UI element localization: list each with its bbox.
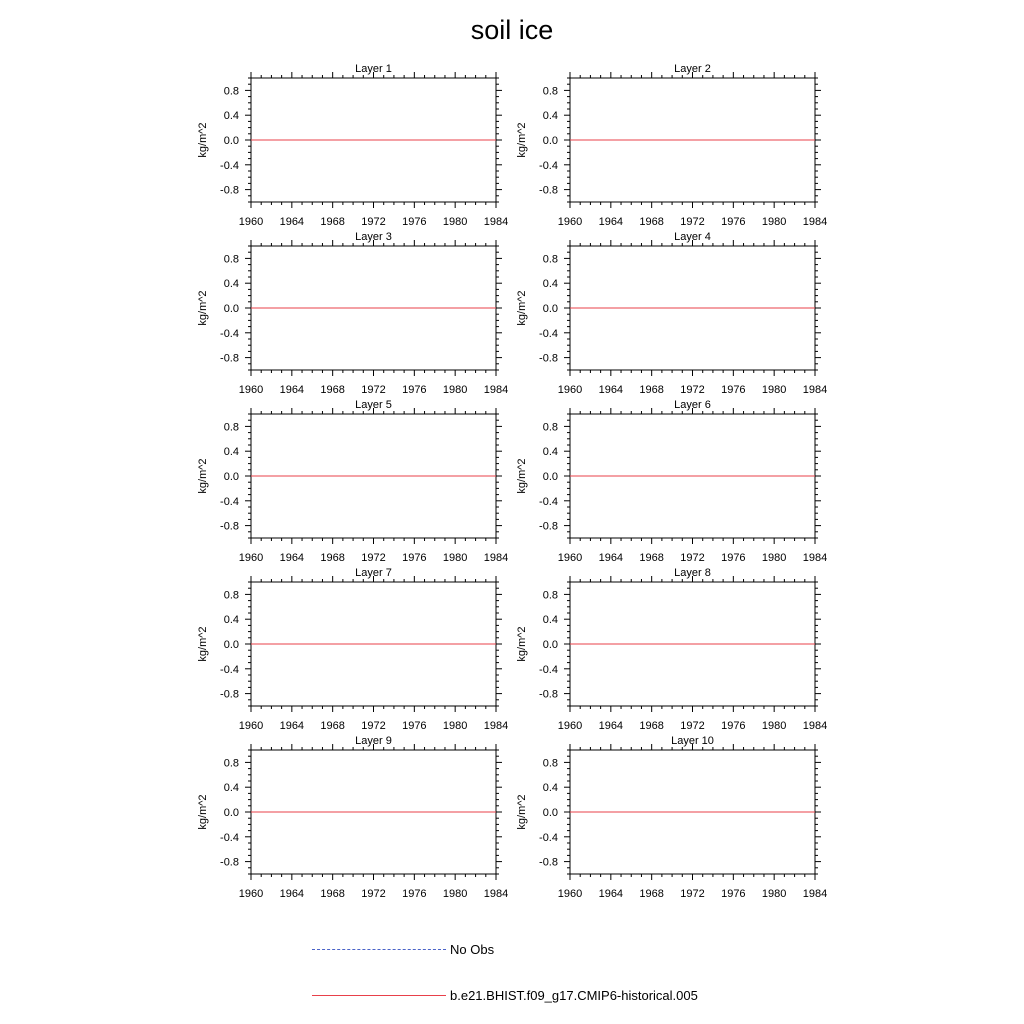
- x-tick-label-3-1964: 1964: [279, 384, 305, 396]
- y-tick-label-3-0.0: 0.0: [223, 303, 239, 315]
- y-tick-label-8--0.8: -0.8: [539, 688, 558, 701]
- x-tick-label-7-1964: 1964: [279, 720, 305, 732]
- legend-label-no-obs: No Obs: [450, 942, 495, 957]
- x-tick-label-4-1972: 1972: [680, 384, 705, 396]
- panel-title-10: Layer 10: [671, 735, 714, 747]
- y-axis-label-3: kg/m^2: [197, 290, 209, 326]
- x-tick-label-6-1980: 1980: [761, 552, 787, 564]
- y-tick-label-6--0.4: -0.4: [539, 495, 558, 508]
- y-tick-label-3-0.8: 0.8: [223, 253, 239, 266]
- x-tick-label-3-1976: 1976: [402, 384, 427, 396]
- y-axis-label-9: kg/m^2: [197, 794, 209, 830]
- y-tick-label-4-0.4: 0.4: [542, 278, 558, 291]
- y-tick-label-1-0.8: 0.8: [223, 85, 239, 98]
- x-tick-label-6-1964: 1964: [598, 552, 624, 564]
- legend-line-no-obs: [312, 949, 446, 950]
- y-tick-label-6-0.0: 0.0: [542, 471, 558, 483]
- y-tick-label-7-0.8: 0.8: [223, 589, 239, 602]
- x-tick-label-10-1960: 1960: [557, 888, 583, 900]
- y-axis-label-7: kg/m^2: [197, 626, 209, 662]
- y-tick-label-1--0.8: -0.8: [220, 184, 239, 197]
- y-tick-label-7-0.4: 0.4: [223, 614, 239, 627]
- x-tick-label-2-1972: 1972: [680, 216, 705, 228]
- y-tick-label-8-0.0: 0.0: [542, 639, 558, 651]
- x-tick-label-4-1980: 1980: [761, 384, 787, 396]
- y-tick-label-7--0.4: -0.4: [220, 663, 239, 676]
- y-tick-label-10--0.8: -0.8: [539, 856, 558, 869]
- y-tick-label-8--0.4: -0.4: [539, 663, 558, 676]
- x-tick-label-10-1980: 1980: [761, 888, 787, 900]
- x-tick-label-4-1964: 1964: [598, 384, 624, 396]
- x-tick-label-8-1984: 1984: [802, 720, 828, 732]
- y-tick-label-3-0.4: 0.4: [223, 278, 239, 291]
- y-axis-label-1: kg/m^2: [197, 122, 209, 158]
- y-tick-label-5--0.8: -0.8: [220, 520, 239, 533]
- x-tick-label-8-1972: 1972: [680, 720, 705, 732]
- x-tick-label-7-1976: 1976: [402, 720, 427, 732]
- x-tick-label-3-1980: 1980: [442, 384, 468, 396]
- y-tick-label-2--0.4: -0.4: [539, 159, 558, 172]
- panel-title-3: Layer 3: [355, 231, 392, 243]
- x-tick-label-3-1960: 1960: [238, 384, 264, 396]
- y-axis-label-2: kg/m^2: [516, 122, 528, 158]
- y-tick-label-9-0.8: 0.8: [223, 757, 239, 770]
- y-tick-label-5-0.8: 0.8: [223, 421, 239, 434]
- y-axis-label-5: kg/m^2: [197, 458, 209, 494]
- y-tick-label-9--0.8: -0.8: [220, 856, 239, 869]
- x-tick-label-1-1960: 1960: [238, 216, 264, 228]
- x-tick-label-8-1968: 1968: [639, 720, 664, 732]
- y-tick-label-3--0.8: -0.8: [220, 352, 239, 365]
- x-tick-label-10-1968: 1968: [639, 888, 664, 900]
- x-tick-label-5-1960: 1960: [238, 552, 264, 564]
- y-tick-label-10-0.4: 0.4: [542, 782, 558, 795]
- y-tick-label-2--0.8: -0.8: [539, 184, 558, 197]
- x-tick-label-3-1972: 1972: [361, 384, 386, 396]
- y-tick-label-10-0.8: 0.8: [542, 757, 558, 770]
- y-tick-label-1-0.0: 0.0: [223, 135, 239, 147]
- panel-title-4: Layer 4: [674, 231, 711, 243]
- y-axis-label-8: kg/m^2: [516, 626, 528, 662]
- y-tick-label-10-0.0: 0.0: [542, 807, 558, 819]
- panel-title-7: Layer 7: [355, 567, 392, 579]
- x-tick-label-9-1984: 1984: [483, 888, 509, 900]
- y-tick-label-4-0.8: 0.8: [542, 253, 558, 266]
- x-tick-label-5-1976: 1976: [402, 552, 427, 564]
- x-tick-label-6-1984: 1984: [802, 552, 828, 564]
- x-tick-label-4-1976: 1976: [721, 384, 746, 396]
- y-tick-label-1--0.4: -0.4: [220, 159, 239, 172]
- x-tick-label-4-1960: 1960: [557, 384, 583, 396]
- x-tick-label-8-1976: 1976: [721, 720, 746, 732]
- x-tick-label-3-1984: 1984: [483, 384, 509, 396]
- legend-label-model: b.e21.BHIST.f09_g17.CMIP6-historical.005: [450, 988, 698, 1003]
- y-tick-label-9-0.0: 0.0: [223, 807, 239, 819]
- chart-title: soil ice: [470, 15, 554, 45]
- x-tick-label-2-1964: 1964: [598, 216, 624, 228]
- y-tick-label-3--0.4: -0.4: [220, 327, 239, 340]
- x-tick-label-9-1972: 1972: [361, 888, 386, 900]
- x-tick-label-5-1968: 1968: [320, 552, 345, 564]
- x-tick-label-9-1964: 1964: [279, 888, 305, 900]
- x-tick-label-5-1972: 1972: [361, 552, 386, 564]
- x-tick-label-7-1960: 1960: [238, 720, 264, 732]
- x-tick-label-1-1976: 1976: [402, 216, 427, 228]
- panel-title-2: Layer 2: [674, 63, 711, 75]
- x-tick-label-7-1984: 1984: [483, 720, 509, 732]
- y-tick-label-6-0.4: 0.4: [542, 446, 558, 459]
- y-tick-label-7-0.0: 0.0: [223, 639, 239, 651]
- x-tick-label-3-1968: 1968: [320, 384, 345, 396]
- x-tick-label-10-1976: 1976: [721, 888, 746, 900]
- y-tick-label-8-0.8: 0.8: [542, 589, 558, 602]
- x-tick-label-1-1972: 1972: [361, 216, 386, 228]
- y-tick-label-5--0.4: -0.4: [220, 495, 239, 508]
- x-tick-label-5-1984: 1984: [483, 552, 509, 564]
- legend-line-model: [312, 995, 446, 996]
- x-tick-label-7-1980: 1980: [442, 720, 468, 732]
- y-tick-label-2-0.0: 0.0: [542, 135, 558, 147]
- y-tick-label-2-0.8: 0.8: [542, 85, 558, 98]
- x-tick-label-9-1976: 1976: [402, 888, 427, 900]
- y-tick-label-2-0.4: 0.4: [542, 110, 558, 123]
- y-tick-label-9-0.4: 0.4: [223, 782, 239, 795]
- y-tick-label-9--0.4: -0.4: [220, 831, 239, 844]
- y-tick-label-5-0.0: 0.0: [223, 471, 239, 483]
- y-tick-label-5-0.4: 0.4: [223, 446, 239, 459]
- y-tick-label-7--0.8: -0.8: [220, 688, 239, 701]
- x-tick-label-1-1980: 1980: [442, 216, 468, 228]
- panel-title-9: Layer 9: [355, 735, 392, 747]
- y-tick-label-4--0.4: -0.4: [539, 327, 558, 340]
- x-tick-label-9-1968: 1968: [320, 888, 345, 900]
- x-tick-label-1-1968: 1968: [320, 216, 345, 228]
- x-tick-label-2-1980: 1980: [761, 216, 787, 228]
- panel-title-5: Layer 5: [355, 399, 392, 411]
- y-tick-label-8-0.4: 0.4: [542, 614, 558, 627]
- y-tick-label-1-0.4: 0.4: [223, 110, 239, 123]
- x-tick-label-6-1960: 1960: [557, 552, 583, 564]
- x-tick-label-1-1964: 1964: [279, 216, 305, 228]
- y-tick-label-10--0.4: -0.4: [539, 831, 558, 844]
- x-tick-label-9-1980: 1980: [442, 888, 468, 900]
- y-tick-label-4-0.0: 0.0: [542, 303, 558, 315]
- x-tick-label-2-1976: 1976: [721, 216, 746, 228]
- x-tick-label-4-1968: 1968: [639, 384, 664, 396]
- x-tick-label-6-1972: 1972: [680, 552, 705, 564]
- x-tick-label-7-1972: 1972: [361, 720, 386, 732]
- x-tick-label-5-1964: 1964: [279, 552, 305, 564]
- panel-title-6: Layer 6: [674, 399, 711, 411]
- y-tick-label-6--0.8: -0.8: [539, 520, 558, 533]
- x-tick-label-1-1984: 1984: [483, 216, 509, 228]
- x-tick-label-10-1972: 1972: [680, 888, 705, 900]
- panel-title-8: Layer 8: [674, 567, 711, 579]
- x-tick-label-8-1980: 1980: [761, 720, 787, 732]
- x-tick-label-4-1984: 1984: [802, 384, 828, 396]
- y-axis-label-6: kg/m^2: [516, 458, 528, 494]
- x-tick-label-2-1960: 1960: [557, 216, 583, 228]
- x-tick-label-8-1960: 1960: [557, 720, 583, 732]
- y-axis-label-10: kg/m^2: [516, 794, 528, 830]
- y-tick-label-4--0.8: -0.8: [539, 352, 558, 365]
- x-tick-label-7-1968: 1968: [320, 720, 345, 732]
- x-tick-label-2-1968: 1968: [639, 216, 664, 228]
- x-tick-label-10-1964: 1964: [598, 888, 624, 900]
- y-tick-label-6-0.8: 0.8: [542, 421, 558, 434]
- x-tick-label-8-1964: 1964: [598, 720, 624, 732]
- y-axis-label-4: kg/m^2: [516, 290, 528, 326]
- x-tick-label-2-1984: 1984: [802, 216, 828, 228]
- x-tick-label-9-1960: 1960: [238, 888, 264, 900]
- x-tick-label-6-1968: 1968: [639, 552, 664, 564]
- panel-title-1: Layer 1: [355, 63, 392, 75]
- x-tick-label-5-1980: 1980: [442, 552, 468, 564]
- x-tick-label-6-1976: 1976: [721, 552, 746, 564]
- x-tick-label-10-1984: 1984: [802, 888, 828, 900]
